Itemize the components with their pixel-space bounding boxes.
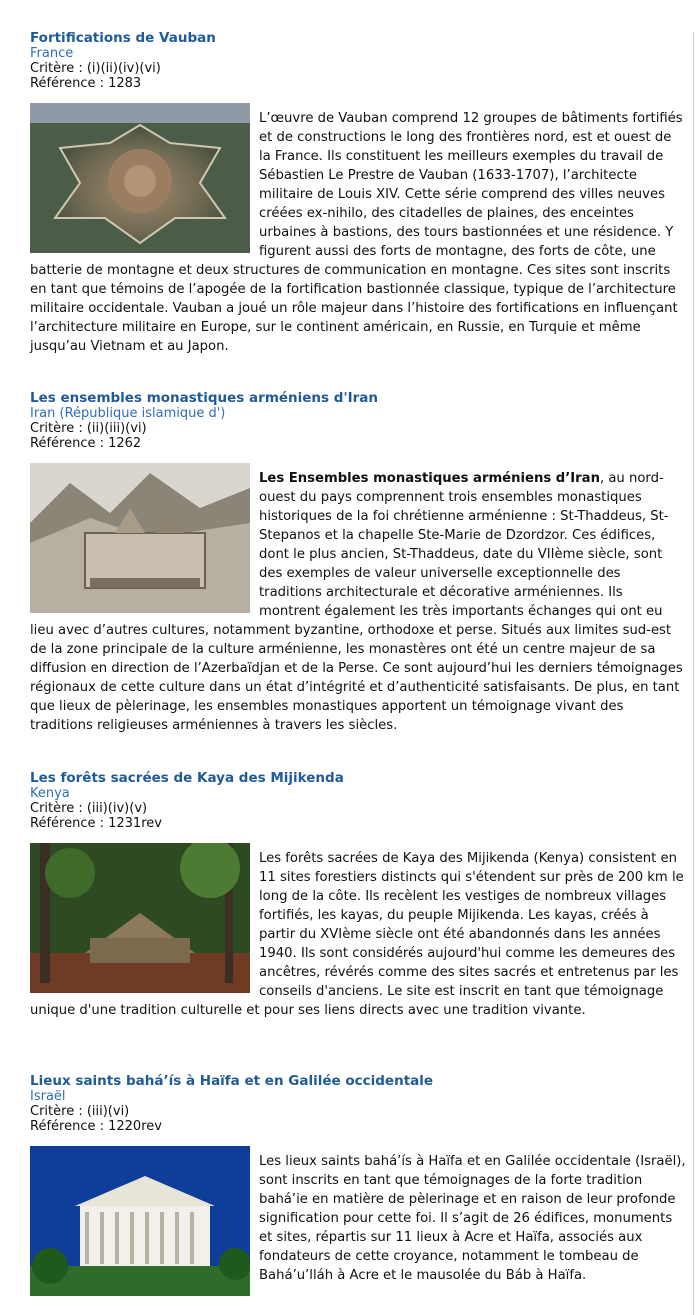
site-criteria: Critère : (i)(ii)(iv)(vi) [30, 61, 161, 76]
site-reference: Référence : 1283 [30, 76, 142, 91]
site-country[interactable]: Israël [30, 1089, 66, 1104]
site-description-lead: Les Ensembles monastiques arméniens d’Iran [259, 471, 600, 486]
site-photo[interactable] [30, 103, 250, 253]
site-entry-vauban [30, 30, 686, 356]
site-photo[interactable] [30, 463, 250, 613]
site-photo[interactable] [30, 843, 250, 993]
site-description: Les lieux saints bahá’ís à Haïfa et en Galilée occidentale (Israël), sont inscrits en tant que témoignages de la forte tradition bahá’ie en matière de pèlerinage et en raison de leur profonde signification pour cette foi. Il s’agit de 26 édifices, monuments et sites, répartis sur 11 lieux à Acre et Haïfa, associés aux fondateurs de cette croyance, notamment le tombeau de Bahá’u’lláh à Acre et le mausolée du Báb à Haïfa. [259, 1154, 686, 1283]
site-description: L’œuvre de Vauban comprend 12 groupes de bâtiments fortifiés et de constructions le long des frontières nord, est et ouest de la France. Ils constituent les meilleurs exemples du travail de Sébastien Le Prestre de Vauban (1633-1707), l’architecte militaire de Louis XIV. Cette série comprend des villes neuves créées ex-nihilo, des citadelles de plaines, des enceintes urbaines à bastions, des tours bastionnées et une résidence. Y figurent aussi des forts de montagne, des forts de côte, une batterie de montagne et deux structures de communication en montagne. Ces sites sont inscrits en tant que témoins de l’apogée de la fortification bastionnée classique, typique de l’architecture militaire occidentale. Vauban a joué un rôle majeur dans l’histoire des fortifications en influençant l’architecture militaire en Europe, sur le continent américain, en Russie, en Turquie et même jusqu’au Vietnam et au Japon. [30, 111, 683, 354]
site-reference: Référence : 1262 [30, 436, 142, 451]
page-right-rule [693, 32, 694, 1315]
site-title[interactable]: Les ensembles monastiques arméniens d'Iran [30, 390, 378, 406]
site-criteria: Critère : (iii)(iv)(v) [30, 801, 148, 816]
site-country[interactable]: France [30, 46, 74, 61]
site-reference: Référence : 1231rev [30, 816, 162, 831]
site-title[interactable]: Les forêts sacrées de Kaya des Mijikenda [30, 770, 344, 786]
site-description: Les forêts sacrées de Kaya des Mijikenda (Kenya) consistent en 11 sites forestiers distincts qui s'étendent sur près de 200 km le long de la côte. Ils recèlent les vestiges de nombreux villages fortifiés, les kayas, du peuple Mijikenda. Les kayas, créés à partir du XVIème siècle ont été abandonnés dans les années 1940. Ils sont considérés aujourd'hui comme les demeures des ancêtres, révérés comme des sites sacrés et entretenus par les conseils d'anciens. Le site est inscrit en tant que témoignage unique d'une tradition culturelle et pour ses liens directs avec une tradition vivante. [30, 851, 684, 1018]
site-country[interactable]: Iran (République islamique d') [30, 406, 226, 421]
site-country[interactable]: Kenya [30, 786, 70, 801]
site-entry-kenya [30, 770, 686, 1020]
site-reference: Référence : 1220rev [30, 1119, 162, 1134]
site-entry-iran [30, 390, 686, 735]
site-criteria: Critère : (iii)(vi) [30, 1104, 130, 1119]
site-title[interactable]: Fortifications de Vauban [30, 30, 216, 46]
site-title[interactable]: Lieux saints bahá’ís à Haïfa et en Galilée occidentale [30, 1073, 434, 1089]
site-criteria: Critère : (ii)(iii)(vi) [30, 421, 147, 436]
site-entry-israel [30, 1073, 686, 1298]
site-description-body: , au nord-ouest du pays comprennent trois ensembles monastiques historiques de la foi chrétienne arménienne : St-Thaddeus, St-Stepanos et la chapelle Ste-Marie de Dzordzor. Ces édifices, dont le plus ancien, St-Thaddeus, date du VIIème siècle, sont des exemples de valeur universelle exceptionnelle des traditions architecturale et décorative arméniennes. Ils montrent également les très importants échanges qui ont eu lieu avec d’autres cultures, notamment byzantine, orthodoxe et perse. Situés aux limites sud-est de la zone principale de la culture arménienne, les monastères ont été un centre majeur de sa diffusion en direction de l’Azerbaïdjan et de la Perse. Ce sont aujourd’hui les derniers témoignages régionaux de cette culture dans un état d’intégrité et d’authenticité satisfaisants. De plus, en tant que lieux de pèlerinage, les ensembles monastiques apportent un témoignage vivant des traditions religieuses arméniennes à travers les siècles. [30, 471, 683, 733]
site-photo[interactable] [30, 1146, 250, 1296]
